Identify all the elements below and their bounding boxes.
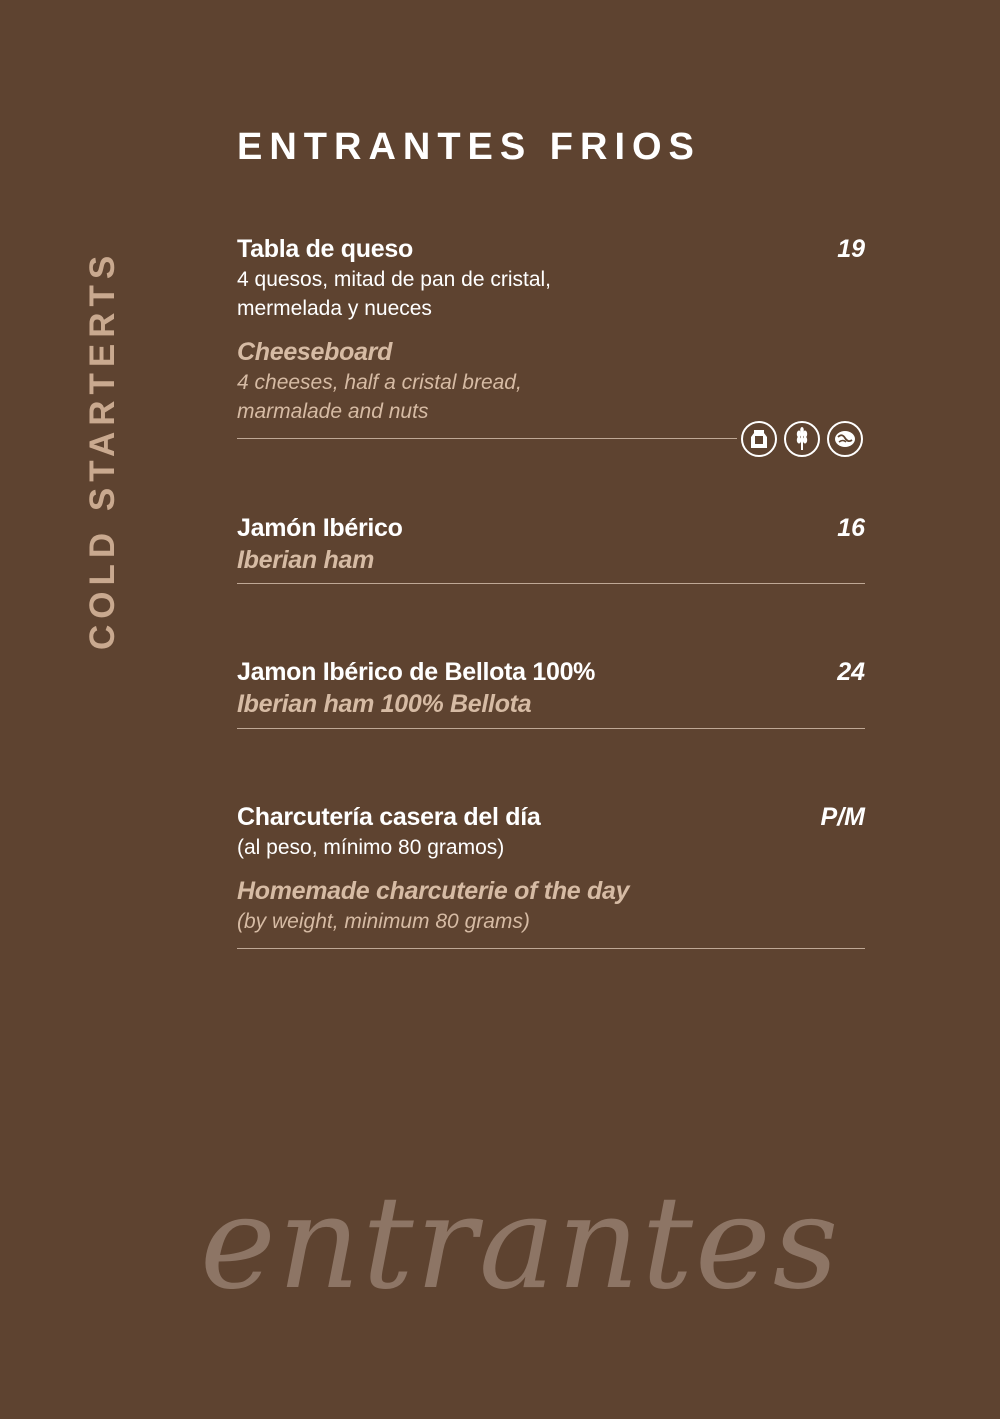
menu-item-charcuteria [237,801,865,936]
divider [237,728,865,729]
item-name-es: Jamon Ibérico de Bellota 100% [237,658,596,686]
divider [237,438,737,439]
item-name-en: Iberian ham [237,546,375,574]
page-title: ENTRANTES FRIOS [237,126,701,168]
divider [237,948,865,949]
item-name-en: Cheeseboard [237,338,393,366]
item-price: P/M [820,803,865,831]
nuts-icon [827,421,863,457]
item-price: 16 [837,514,865,542]
gluten-icon [784,421,820,457]
item-desc-es-line-1: 4 quesos, mitad de pan de cristal, [237,268,552,291]
item-name-en: Homemade charcuterie of the day [237,877,630,905]
side-label: COLD STARTERTS [83,249,122,650]
item-name-es: Charcutería casera del día [237,803,541,831]
footer-script-word: entrantes [200,1169,841,1318]
allergen-icons [741,421,863,457]
item-desc-en-line-2: marmalade and nuts [237,400,429,423]
milk-icon [741,421,777,457]
item-name-es: Jamón Ibérico [237,514,403,542]
item-price: 19 [837,235,865,263]
item-desc-en: (by weight, minimum 80 grams) [237,910,530,933]
divider [237,583,865,584]
item-name-en: Iberian ham 100% Bellota [237,690,532,718]
menu-item-tabla-de-queso [237,233,865,426]
item-price: 24 [837,658,865,686]
item-desc-es: (al peso, mínimo 80 gramos) [237,836,505,859]
item-name-es: Tabla de queso [237,235,413,263]
item-desc-es-line-2: mermelada y nueces [237,297,432,320]
menu-item-jamon-iberico [237,512,865,576]
item-desc-en-line-1: 4 cheeses, half a cristal bread, [237,371,522,394]
menu-item-jamon-bellota [237,656,865,720]
